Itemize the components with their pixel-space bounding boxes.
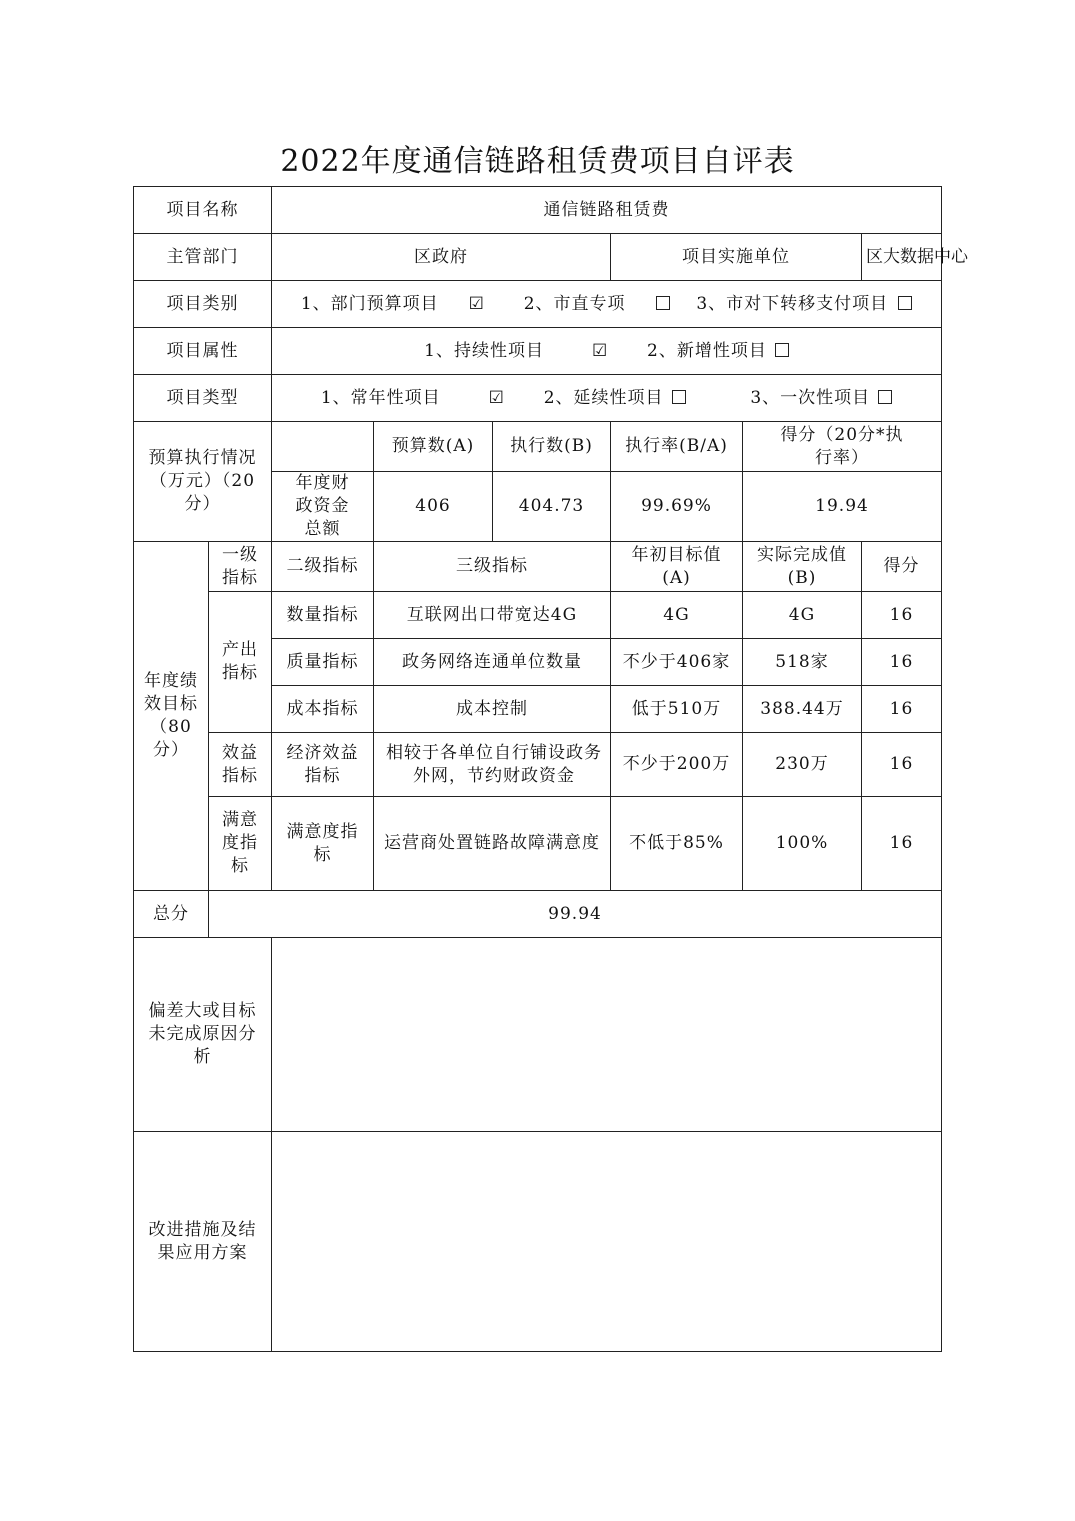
type-option-2[interactable] [544, 387, 686, 410]
budget-amount-value: 406 [374, 472, 493, 542]
category-option-1-label: 1、部门预算项目 [300, 293, 439, 314]
target-cell: 不低于85% [611, 797, 743, 891]
budget-score-header: 得分（20分*执行率） [743, 422, 942, 472]
type-label: 项目类型 [134, 375, 272, 422]
dept-value: 区政府 [272, 234, 611, 281]
deviation-row [134, 938, 942, 1132]
exec-amount-header: 执行数(B) [493, 422, 611, 472]
level2-cell: 满意度指标 [272, 797, 374, 891]
checked-box-icon: ☑ [468, 293, 485, 314]
score-cell: 16 [862, 733, 942, 797]
budget-empty-cell [272, 422, 374, 472]
score-cell: 16 [862, 686, 942, 733]
type-option-1[interactable] [321, 387, 505, 410]
unchecked-box-icon [656, 296, 670, 310]
level2-cell: 数量指标 [272, 592, 374, 639]
target-cell: 不少于406家 [611, 639, 743, 686]
type-option-2-label: 2、延续性项目 [543, 387, 664, 408]
type-row [134, 375, 942, 422]
type-option-3[interactable] [750, 387, 892, 410]
level3-cell: 政务网络连通单位数量 [374, 639, 611, 686]
actual-cell: 4G [743, 592, 862, 639]
attribute-option-1-label: 1、持续性项目 [424, 340, 544, 361]
benefit-group-label: 效益指标 [209, 733, 272, 797]
impl-unit-label: 项目实施单位 [611, 234, 862, 281]
budget-score-value: 19.94 [743, 472, 942, 542]
target-cell: 不少于200万 [611, 733, 743, 797]
table-row [134, 797, 942, 891]
level2-cell: 质量指标 [272, 639, 374, 686]
dept-label: 主管部门 [134, 234, 272, 281]
category-label: 项目类别 [134, 281, 272, 328]
impl-unit-value: 区大数据中心 [862, 234, 942, 281]
category-option-2-label: 2、市直专项 [523, 293, 626, 314]
actual-header: 实际完成值(B) [743, 542, 862, 592]
dept-row [134, 234, 942, 281]
total-row [134, 891, 942, 938]
budget-section-label: 预算执行情况（万元）（20分） [134, 422, 272, 542]
attribute-option-2[interactable] [647, 340, 789, 363]
unchecked-box-icon [898, 296, 912, 310]
perf-section-label: 年度绩效目标（80分） [134, 542, 209, 891]
unchecked-box-icon [775, 343, 789, 357]
category-option-1[interactable] [301, 293, 485, 316]
deviation-label: 偏差大或目标未完成原因分析 [134, 938, 272, 1132]
score-cell: 16 [862, 797, 942, 891]
level3-cell: 相较于各单位自行铺设政务外网，节约财政资金 [374, 733, 611, 797]
project-name-row [134, 187, 942, 234]
level2-cell: 成本指标 [272, 686, 374, 733]
category-option-3[interactable] [696, 293, 912, 316]
attribute-option-1[interactable] [424, 340, 608, 363]
unchecked-box-icon [878, 390, 892, 404]
target-cell: 低于510万 [611, 686, 743, 733]
output-group-label: 产出指标 [209, 592, 272, 733]
category-options [272, 281, 942, 328]
exec-rate-header: 执行率(B/A) [611, 422, 743, 472]
attribute-label: 项目属性 [134, 328, 272, 375]
actual-cell: 100% [743, 797, 862, 891]
score-header: 得分 [862, 542, 942, 592]
type-options [272, 375, 942, 422]
score-cell: 16 [862, 592, 942, 639]
type-option-3-label: 3、一次性项目 [750, 387, 871, 408]
perf-header-row [134, 542, 942, 592]
target-header: 年初目标值(A) [611, 542, 743, 592]
table-row [134, 592, 942, 639]
total-value: 99.94 [209, 891, 942, 938]
level3-cell: 互联网出口带宽达4G [374, 592, 611, 639]
checked-box-icon: ☑ [488, 387, 505, 408]
table-row [134, 733, 942, 797]
deviation-content[interactable] [272, 938, 942, 1132]
project-name-value: 通信链路租赁费 [272, 187, 942, 234]
budget-header-row [134, 422, 942, 472]
attribute-row [134, 328, 942, 375]
self-evaluation-table [133, 186, 968, 1352]
level3-header: 三级指标 [374, 542, 611, 592]
level1-header: 一级指标 [209, 542, 272, 592]
satisfaction-group-label: 满意度指标 [209, 797, 272, 891]
category-row [134, 281, 942, 328]
page-title: 2022年度通信链路租赁费项目自评表 [280, 144, 795, 179]
level3-cell: 成本控制 [374, 686, 611, 733]
actual-cell: 388.44万 [743, 686, 862, 733]
total-label: 总分 [134, 891, 209, 938]
level3-cell: 运营商处置链路故障满意度 [374, 797, 611, 891]
level2-header: 二级指标 [272, 542, 374, 592]
unchecked-box-icon [672, 390, 686, 404]
exec-amount-value: 404.73 [493, 472, 611, 542]
actual-cell: 230万 [743, 733, 862, 797]
actual-cell: 518家 [743, 639, 862, 686]
target-cell: 4G [611, 592, 743, 639]
project-name-label: 项目名称 [134, 187, 272, 234]
type-option-1-label: 1、常年性项目 [320, 387, 441, 408]
improvement-content[interactable] [272, 1132, 942, 1352]
category-option-2[interactable] [524, 293, 670, 316]
exec-rate-value: 99.69% [611, 472, 743, 542]
checked-box-icon: ☑ [591, 340, 609, 361]
attribute-option-2-label: 2、新增性项目 [647, 340, 767, 361]
budget-amount-header: 预算数(A) [374, 422, 493, 472]
improvement-row [134, 1132, 942, 1352]
improvement-label: 改进措施及结果应用方案 [134, 1132, 272, 1352]
score-cell: 16 [862, 639, 942, 686]
annual-fund-total-label: 年度财政资金总额 [272, 472, 374, 542]
category-option-3-label: 3、市对下转移支付项目 [696, 293, 889, 314]
attribute-options [272, 328, 942, 375]
level2-cell: 经济效益指标 [272, 733, 374, 797]
